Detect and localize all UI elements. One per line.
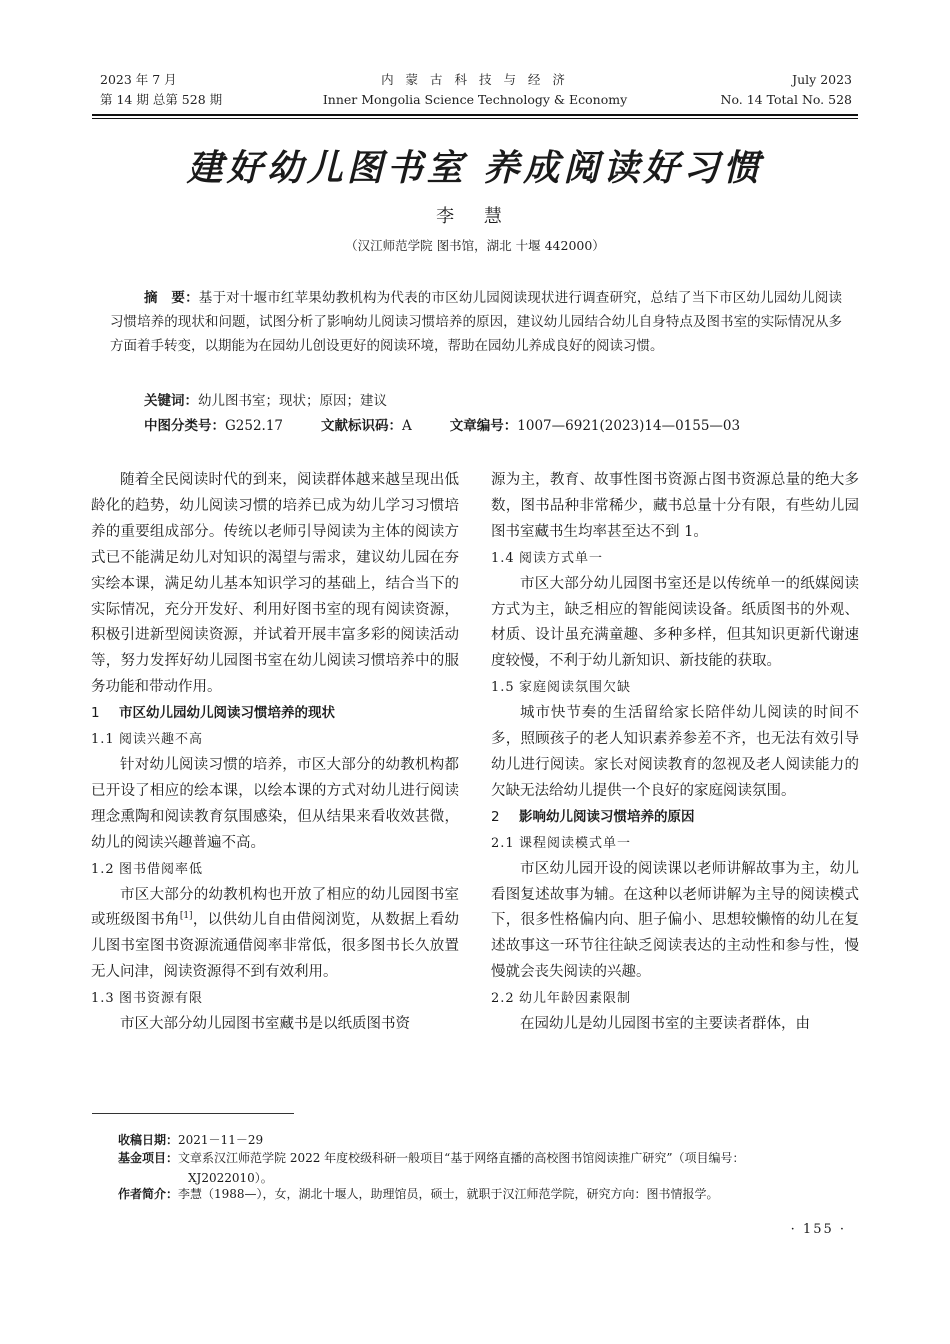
received-label: 收稿日期： [118, 1133, 179, 1147]
right-column [491, 468, 859, 1038]
section-2-1-heading [491, 831, 859, 857]
journal-name-cn: 内 蒙 古 科 技 与 经 济 [381, 72, 569, 87]
keywords-text: 幼儿图书室；现状；原因；建议 [198, 393, 387, 409]
section-2-2-heading [491, 986, 859, 1012]
footnote-received [118, 1130, 858, 1150]
article-author: 李 慧 [436, 206, 514, 227]
section-1-4-paragraph: 市区大部分幼儿园图书室还是以传统单一的纸媒阅读方式为主，缺乏相应的智能阅读设备。纸质图书的外观、材质、设计虽充满童趣、多种多样，但其知识更新代谢速度较慢，不利于幼儿新知识、新技能的获取。 [491, 575, 859, 670]
section-title: 图书资源有限 [119, 991, 204, 1007]
section-1-heading [91, 701, 459, 727]
section-1-5-paragraph: 城市快节奏的生活留给家长陪伴幼儿阅读的时间不多，照顾孩子的老人知识素养参差不齐，也无法有效引导幼儿进行阅读。家长对阅读教育的忽视及老人阅读能力的欠缺无法给幼儿提供一个良好的家庭阅读氛围。 [491, 705, 859, 799]
paragraph-text: 市区大部分的幼教机构也开放了相应的幼儿园图书室或班级图书角 [91, 886, 459, 929]
journal-name-en: Inner Mongolia Science Technology & Economy [322, 92, 628, 107]
doc-code-value: A [402, 418, 412, 434]
section-number: 1.5 [491, 680, 515, 696]
footnote-rule [92, 1113, 294, 1114]
section-2-heading [491, 805, 859, 831]
footnote-author-bio [118, 1184, 858, 1204]
section-1-4-heading [491, 546, 859, 572]
section-number: 2.2 [491, 991, 515, 1007]
keywords-label: 关键词： [144, 393, 198, 409]
header-rule-thick [92, 114, 858, 116]
section-2-2-paragraph: 在园幼儿是幼儿园图书室的主要读者群体，由 [520, 1016, 810, 1033]
section-number: 1.2 [91, 861, 115, 877]
section-title: 阅读兴趣不高 [119, 732, 204, 748]
header-issue: 第 14 期 总第 528 期 [100, 92, 223, 107]
fund-text: 文章系汉江师范学院 2022 年度校级科研一般项目“基于网络直播的高校图书馆阅读推广研究”（项目编号： [178, 1151, 745, 1165]
section-number: 1.4 [491, 550, 515, 566]
section-title: 课程阅读模式单一 [519, 835, 632, 851]
bio-text: 李慧（1988—），女，湖北十堰人，助理馆员，硕士，就职于汉江师范学院，研究方向：图书情报学。 [178, 1187, 719, 1201]
citation-ref: [1] [179, 911, 193, 922]
article-number-value: 1007—6921(2023)14—0155—03 [517, 418, 741, 434]
section-title: 家庭阅读氛围欠缺 [519, 680, 632, 696]
clc-value: G252.17 [225, 418, 284, 434]
fund-text-cont: XJ2022010）。 [188, 1171, 273, 1185]
journal-date-issue-en [721, 70, 852, 110]
section-number: 2.1 [491, 835, 515, 851]
header-date-en: July 2023 [792, 72, 852, 87]
section-number: 2 [491, 808, 500, 825]
header-issue-en: No. 14 Total No. 528 [720, 92, 852, 107]
author-affiliation: （汉江师范学院 图书馆，湖北 十堰 442000） [345, 238, 605, 253]
classification-line [144, 414, 740, 438]
section-title: 阅读方式单一 [519, 550, 604, 566]
section-1-3-paragraph-cont: 源为主，教育、故事性图书资源占图书资源总量的绝大多数，图书品种非常稀少，藏书总量十分有限，有些幼儿园图书室藏书生均率甚至达不到 1。 [491, 472, 859, 540]
section-number: 1 [91, 705, 100, 722]
section-1-1-heading [91, 727, 459, 753]
section-title: 图书借阅率低 [119, 861, 204, 877]
fund-label: 基金项目： [118, 1151, 179, 1165]
clc-label: 中图分类号： [144, 418, 225, 434]
section-1-5-heading [491, 675, 859, 701]
journal-name [300, 70, 650, 110]
article-title: 建好幼儿图书室 养成阅读好习惯 [186, 147, 764, 189]
header-date: 2023 年 7 月 [100, 72, 177, 87]
left-column [91, 468, 459, 1038]
section-number: 1.1 [91, 732, 115, 748]
abstract-text: 基于对十堰市红苹果幼教机构为代表的市区幼儿园阅读现状进行调查研究，总结了当下市区幼儿园幼儿阅读习惯培养的现状和问题，试图分析了影响幼儿阅读习惯培养的原因，建议幼儿园结合幼儿自身特点及图书室的实际情况从多方面着手转变，以期能为在园幼儿创设更好的阅读环境，帮助在园幼儿养成良好的阅读习惯。 [110, 290, 843, 354]
keywords [144, 389, 387, 413]
section-1-1-paragraph: 针对幼儿阅读习惯的培养，市区大部分的幼教机构都已开设了相应的绘本课，以绘本课的方式对幼儿进行阅读理念熏陶和阅读教育氛围感染，但从结果来看收效甚微，幼儿的阅读兴趣普遍不高。 [91, 756, 459, 851]
footnote-fund [118, 1148, 858, 1188]
section-title: 幼儿年龄因素限制 [519, 991, 632, 1007]
section-1-3-heading [91, 986, 459, 1012]
section-title: 市区幼儿园幼儿阅读习惯培养的现状 [119, 705, 335, 722]
paragraph-text: ，以供幼儿自由借阅浏览，从数据上看幼儿图书室图书资源流通借阅率非常低，很多图书长久放置无人问津，阅读资源得不到有效利用。 [91, 912, 459, 981]
abstract [110, 286, 842, 358]
journal-date-issue [100, 70, 222, 110]
section-1-2-heading [91, 857, 459, 883]
abstract-label: 摘 要： [144, 290, 199, 306]
section-title: 影响幼儿阅读习惯培养的原因 [519, 808, 695, 825]
section-1-2-paragraph [91, 883, 459, 987]
section-number: 1.3 [91, 991, 115, 1007]
section-2-1-paragraph: 市区幼儿园开设的阅读课以老师讲解故事为主，幼儿看图复述故事为辅。在这种以老师讲解为主导的阅读模式下，很多性格偏内向、胆子偏小、思想较懒惰的幼儿在复述故事这一环节往往缺乏阅读表达的主动性和参与性，慢慢就会丧失阅读的兴趣。 [491, 860, 859, 981]
intro-paragraph: 随着全民阅读时代的到来，阅读群体越来越呈现出低龄化的趋势，幼儿阅读习惯的培养已成为幼儿学习习惯培养的重要组成部分。传统以老师引导阅读为主体的阅读方式已不能满足幼儿对知识的渴望与需求，建议幼儿园在夯实绘本课，满足幼儿基本知识学习的基础上，结合当下的实际情况，充分开发好、利用好图书室的现有阅读资源，积极引进新型阅读资源，并试着开展丰富多彩的阅读活动等，努力发挥好幼儿园图书室在幼儿阅读习惯培养中的服务功能和带动作用。 [91, 472, 459, 696]
received-date: 2021－11－29 [178, 1133, 264, 1147]
header-rule-thin [92, 118, 858, 119]
article-number-label: 文章编号： [449, 418, 518, 434]
page-number: · 155 · [790, 1222, 846, 1237]
section-1-3-paragraph-start: 市区大部分幼儿园图书室藏书是以纸质图书资 [120, 1016, 410, 1033]
doc-code-label: 文献标识码： [321, 418, 403, 434]
bio-label: 作者简介： [118, 1187, 179, 1201]
